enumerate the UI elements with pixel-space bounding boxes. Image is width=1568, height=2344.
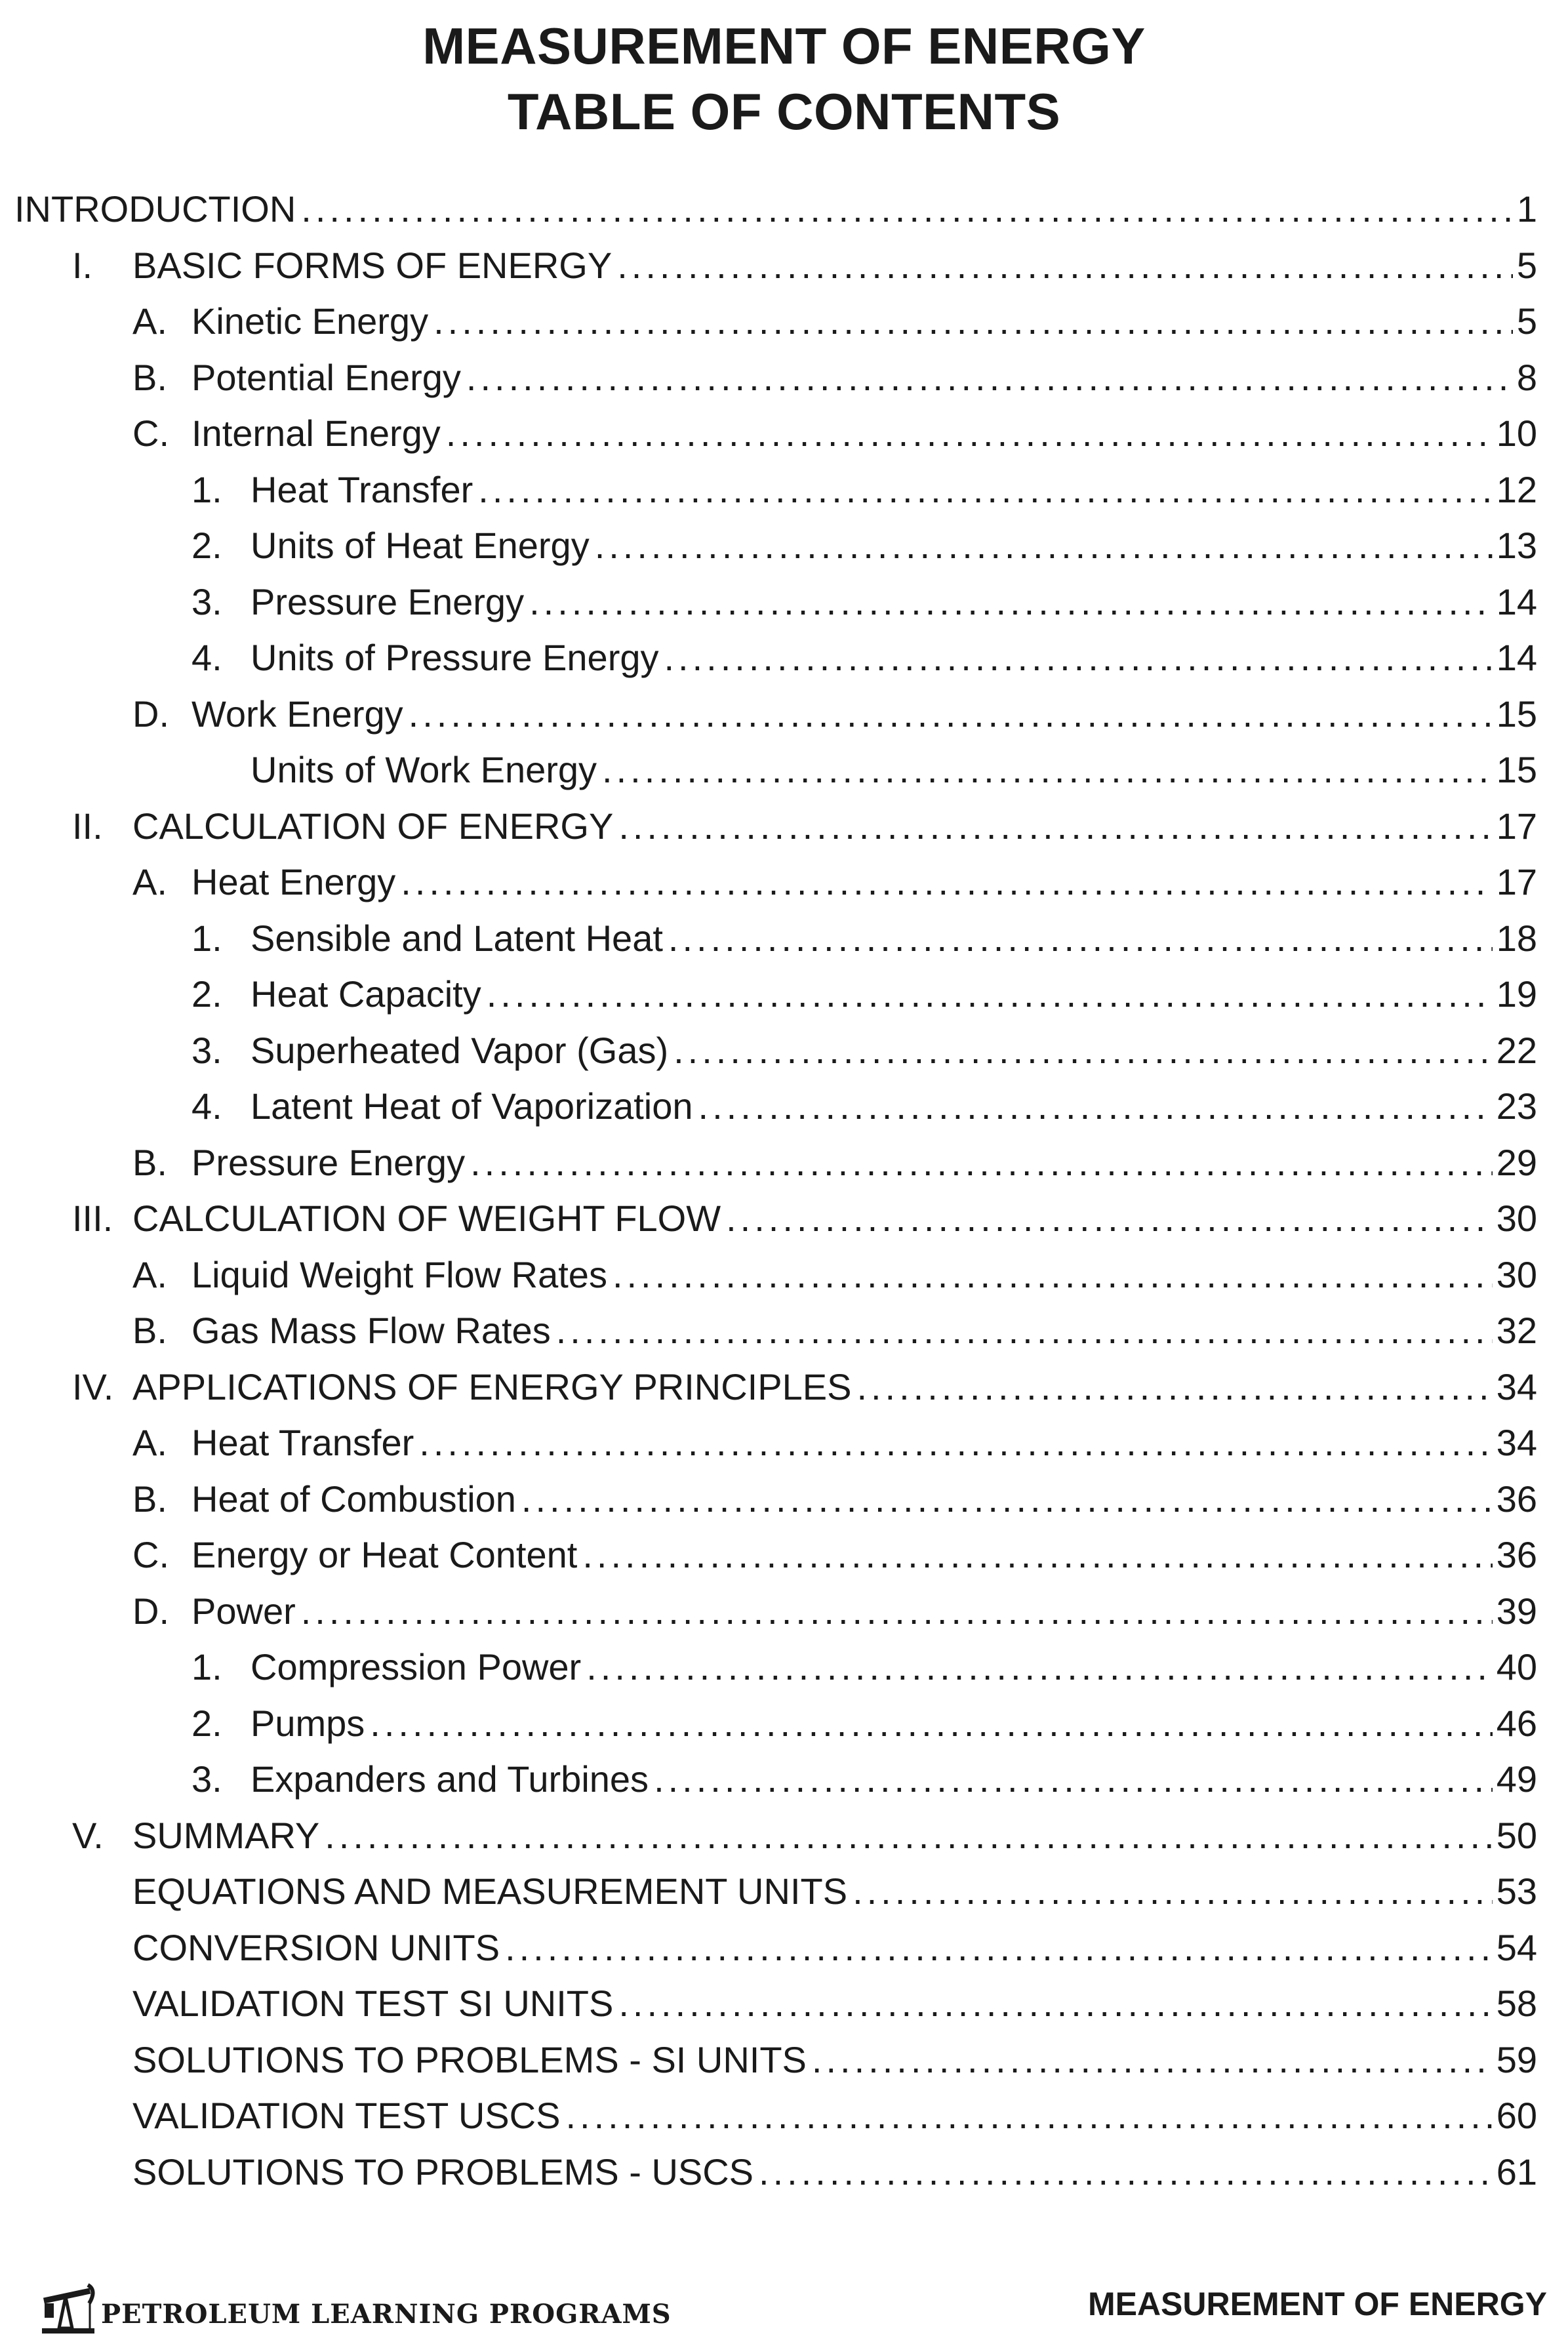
toc-entry-title: Liquid Weight Flow Rates xyxy=(191,1253,607,1295)
toc-entry-number: B. xyxy=(132,356,167,398)
toc-dot-leader xyxy=(698,1085,1493,1127)
toc-dot-leader xyxy=(470,1141,1493,1184)
toc-dot-leader xyxy=(446,412,1493,455)
toc-entry-number: A. xyxy=(132,1422,167,1463)
toc-dot-leader xyxy=(812,2038,1493,2081)
toc-entry-title: SOLUTIONS TO PROBLEMS - USCS xyxy=(132,2151,754,2192)
toc-dot-leader xyxy=(301,188,1513,230)
toc-dot-leader xyxy=(529,580,1493,623)
toc-entry xyxy=(14,748,1537,805)
toc-entry xyxy=(14,860,1537,917)
toc-entry-title: Expanders and Turbines xyxy=(251,1758,649,1800)
toc-entry xyxy=(14,356,1537,413)
toc-dot-leader xyxy=(409,693,1493,735)
toc-entry-title: Units of Heat Energy xyxy=(251,525,590,566)
table-of-contents xyxy=(14,188,1537,2206)
oil-pumpjack-icon xyxy=(38,2271,97,2336)
toc-entry-number: 2. xyxy=(191,525,222,566)
toc-entry xyxy=(14,1926,1537,1983)
toc-entry-page: 53 xyxy=(1496,1870,1537,1912)
toc-entry-number: 1. xyxy=(191,468,222,510)
toc-entry-number: B. xyxy=(132,1141,167,1183)
toc-entry-number: 2. xyxy=(191,973,222,1015)
toc-entry-number: 3. xyxy=(191,1029,222,1071)
toc-entry xyxy=(14,1758,1537,1814)
toc-entry-number: A. xyxy=(132,1253,167,1295)
toc-entry-page: 14 xyxy=(1496,580,1537,622)
toc-entry-page: 50 xyxy=(1496,1814,1537,1856)
toc-entry-page: 18 xyxy=(1496,917,1537,959)
toc-entry xyxy=(14,1085,1537,1141)
toc-entry-title: VALIDATION TEST USCS xyxy=(132,2095,561,2136)
toc-entry xyxy=(14,1533,1537,1590)
toc-dot-leader xyxy=(586,1646,1493,1688)
toc-dot-leader xyxy=(505,1926,1493,1969)
toc-entry-title: VALIDATION TEST SI UNITS xyxy=(132,1983,614,2024)
toc-entry-title: CALCULATION OF WEIGHT FLOW xyxy=(132,1198,721,1239)
toc-entry-page: 17 xyxy=(1496,805,1537,847)
toc-entry xyxy=(14,468,1537,525)
toc-entry-page: 15 xyxy=(1496,749,1537,790)
toc-entry-title: APPLICATIONS OF ENERGY PRINCIPLES xyxy=(132,1365,852,1407)
publisher-logo xyxy=(38,2264,672,2336)
toc-entry-number: 4. xyxy=(191,1085,222,1127)
toc-entry-page: 17 xyxy=(1496,861,1537,902)
toc-heading: TABLE OF CONTENTS xyxy=(507,83,1061,140)
toc-dot-leader xyxy=(613,1253,1493,1296)
toc-entry-number: 1. xyxy=(191,1646,222,1687)
toc-entry-page: 22 xyxy=(1496,1029,1537,1071)
toc-entry-number: 3. xyxy=(191,580,222,622)
toc-entry-page: 12 xyxy=(1496,468,1537,510)
toc-entry xyxy=(14,2094,1537,2151)
toc-entry-number: A. xyxy=(132,861,167,902)
toc-entry-number: B. xyxy=(132,1310,167,1351)
toc-entry xyxy=(14,1702,1537,1758)
toc-entry-title: Units of Work Energy xyxy=(251,749,597,790)
toc-entry-number: B. xyxy=(132,1478,167,1520)
toc-entry-page: 36 xyxy=(1496,1534,1537,1575)
toc-entry-title: SOLUTIONS TO PROBLEMS - SI UNITS xyxy=(132,2038,807,2080)
page-title-block xyxy=(0,13,1568,144)
toc-entry-page: 13 xyxy=(1496,525,1537,566)
toc-entry-title: BASIC FORMS OF ENERGY xyxy=(132,244,613,286)
toc-dot-leader xyxy=(664,636,1492,679)
toc-entry-page: 54 xyxy=(1496,1926,1537,1968)
toc-entry xyxy=(14,1870,1537,1926)
toc-dot-leader xyxy=(521,1478,1493,1520)
toc-dot-leader xyxy=(595,524,1493,567)
toc-entry-page: 34 xyxy=(1496,1422,1537,1463)
toc-entry-title: Heat of Combustion xyxy=(191,1478,516,1520)
toc-dot-leader xyxy=(325,1814,1492,1857)
footer-document-title: MEASUREMENT OF ENERGY xyxy=(1087,2286,1547,2322)
toc-entry-title: Heat Energy xyxy=(191,861,396,902)
toc-entry-title: Potential Energy xyxy=(191,356,461,398)
toc-entry-number: V. xyxy=(72,1814,104,1856)
toc-entry-title: Heat Transfer xyxy=(251,468,473,510)
toc-dot-leader xyxy=(654,1758,1493,1800)
toc-dot-leader xyxy=(556,1309,1493,1352)
toc-entry-page: 5 xyxy=(1516,300,1537,342)
toc-entry xyxy=(14,2038,1537,2095)
toc-entry-title: Gas Mass Flow Rates xyxy=(191,1310,551,1351)
toc-entry xyxy=(14,1253,1537,1310)
toc-dot-leader xyxy=(618,1982,1492,2025)
toc-dot-leader xyxy=(618,805,1492,847)
toc-entry xyxy=(14,2151,1537,2207)
toc-entry xyxy=(14,636,1537,693)
toc-entry-page: 23 xyxy=(1496,1085,1537,1127)
toc-entry-title: CALCULATION OF ENERGY xyxy=(132,805,614,847)
toc-entry-page: 60 xyxy=(1496,2095,1537,2136)
toc-entry xyxy=(14,1982,1537,2038)
toc-entry-page: 58 xyxy=(1496,1983,1537,2024)
toc-entry xyxy=(14,693,1537,749)
toc-entry xyxy=(14,1478,1537,1534)
toc-entry-title: EQUATIONS AND MEASUREMENT UNITS xyxy=(132,1870,848,1912)
toc-entry-page: 46 xyxy=(1496,1702,1537,1744)
toc-dot-leader xyxy=(487,973,1493,1015)
toc-entry-page: 29 xyxy=(1496,1141,1537,1183)
toc-entry-number: A. xyxy=(132,300,167,342)
toc-entry-title: Sensible and Latent Heat xyxy=(251,917,663,959)
toc-dot-leader xyxy=(401,860,1492,903)
toc-entry-page: 30 xyxy=(1496,1198,1537,1239)
toc-dot-leader xyxy=(668,917,1493,960)
toc-entry-title: Pressure Energy xyxy=(251,580,525,622)
toc-entry-page: 61 xyxy=(1496,2151,1537,2192)
toc-entry xyxy=(14,917,1537,973)
toc-dot-leader xyxy=(419,1421,1492,1464)
toc-entry-page: 15 xyxy=(1496,693,1537,735)
toc-entry xyxy=(14,300,1537,356)
toc-entry-number: C. xyxy=(132,413,169,454)
toc-entry xyxy=(14,244,1537,300)
toc-entry xyxy=(14,1590,1537,1646)
toc-dot-leader xyxy=(370,1702,1492,1745)
toc-entry-title: Power xyxy=(191,1590,296,1632)
toc-entry-title: Energy or Heat Content xyxy=(191,1534,578,1575)
toc-entry-title: Kinetic Energy xyxy=(191,300,429,342)
toc-entry-number: C. xyxy=(132,1534,169,1575)
toc-entry-number: I. xyxy=(72,244,93,286)
toc-dot-leader xyxy=(433,300,1513,342)
toc-dot-leader xyxy=(673,1029,1493,1072)
toc-entry-number: D. xyxy=(132,693,169,735)
toc-entry-title: Superheated Vapor (Gas) xyxy=(251,1029,669,1071)
toc-entry-title: Pressure Energy xyxy=(191,1141,466,1183)
toc-entry-page: 49 xyxy=(1496,1758,1537,1800)
toc-entry-number: 3. xyxy=(191,1758,222,1800)
toc-dot-leader xyxy=(565,2094,1492,2137)
toc-entry-page: 8 xyxy=(1516,356,1537,398)
toc-entry xyxy=(14,1141,1537,1198)
toc-entry-page: 30 xyxy=(1496,1253,1537,1295)
toc-entry-number: 4. xyxy=(191,637,222,678)
toc-entry xyxy=(14,1197,1537,1253)
toc-dot-leader xyxy=(856,1365,1492,1408)
toc-entry-number: D. xyxy=(132,1590,169,1632)
toc-entry xyxy=(14,1646,1537,1702)
toc-dot-leader xyxy=(602,748,1493,791)
toc-entry-page: 39 xyxy=(1496,1590,1537,1632)
toc-entry-title: SUMMARY xyxy=(132,1814,320,1856)
toc-entry-title: Work Energy xyxy=(191,693,403,735)
toc-entry-number: II. xyxy=(72,805,103,847)
document-title: MEASUREMENT OF ENERGY xyxy=(422,17,1146,75)
toc-dot-leader xyxy=(759,2151,1493,2193)
toc-entry xyxy=(14,1365,1537,1422)
toc-entry xyxy=(14,1421,1537,1478)
toc-entry-page: 34 xyxy=(1496,1365,1537,1407)
toc-entry-page: 10 xyxy=(1496,413,1537,454)
toc-dot-leader xyxy=(582,1533,1492,1576)
toc-entry xyxy=(14,580,1537,637)
toc-entry-title: Heat Capacity xyxy=(251,973,481,1015)
toc-entry-title: Heat Transfer xyxy=(191,1422,414,1463)
toc-entry xyxy=(14,524,1537,580)
toc-entry-title: Pumps xyxy=(251,1702,365,1744)
toc-entry-page: 14 xyxy=(1496,637,1537,678)
toc-entry xyxy=(14,1309,1537,1365)
toc-entry-title: INTRODUCTION xyxy=(14,188,296,230)
toc-dot-leader xyxy=(478,468,1492,511)
toc-entry-page: 40 xyxy=(1496,1646,1537,1687)
toc-entry-title: Internal Energy xyxy=(191,413,441,454)
toc-dot-leader xyxy=(617,244,1513,287)
toc-entry xyxy=(14,1029,1537,1085)
toc-entry-title: Latent Heat of Vaporization xyxy=(251,1085,693,1127)
toc-entry-number: IV. xyxy=(72,1365,114,1407)
toc-dot-leader xyxy=(726,1197,1493,1240)
toc-entry-page: 59 xyxy=(1496,2038,1537,2080)
toc-entry-page: 5 xyxy=(1516,244,1537,286)
toc-entry xyxy=(14,805,1537,861)
toc-entry-title: Units of Pressure Energy xyxy=(251,637,659,678)
toc-entry-title: CONVERSION UNITS xyxy=(132,1926,500,1968)
toc-entry-page: 32 xyxy=(1496,1310,1537,1351)
toc-entry-number: 1. xyxy=(191,917,222,959)
toc-entry-page: 1 xyxy=(1516,188,1537,230)
toc-entry-number: III. xyxy=(72,1198,113,1239)
toc-entry xyxy=(14,188,1537,244)
toc-entry xyxy=(14,412,1537,468)
toc-entry-title: Compression Power xyxy=(251,1646,582,1687)
toc-dot-leader xyxy=(853,1870,1493,1912)
toc-dot-leader xyxy=(301,1590,1493,1632)
toc-entry-number: 2. xyxy=(191,1702,222,1744)
toc-entry xyxy=(14,973,1537,1029)
toc-entry xyxy=(14,1814,1537,1870)
toc-dot-leader xyxy=(466,356,1513,399)
toc-entry-page: 36 xyxy=(1496,1478,1537,1520)
toc-entry-page: 19 xyxy=(1496,973,1537,1015)
publisher-name: PETROLEUM LEARNING PROGRAMS xyxy=(101,2299,672,2330)
